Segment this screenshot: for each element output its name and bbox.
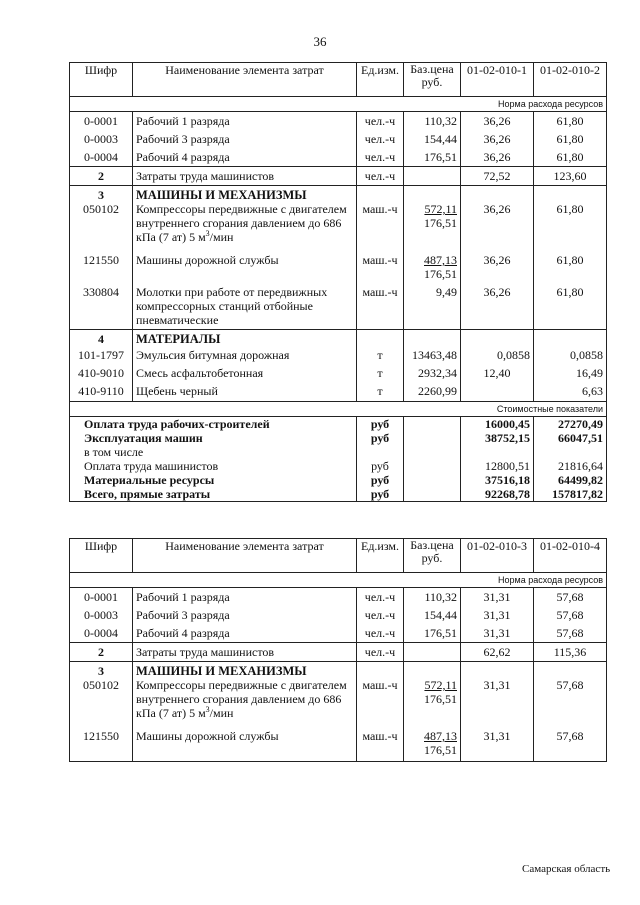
row-value-2: 61,80 [534,281,607,330]
row-value-2: 16,49 [534,362,607,380]
header-row [70,63,607,97]
cost-value-1: 92268,78 [461,487,534,502]
cost-name: Оплата труда рабочих-строителей [70,417,357,432]
row-code: 121550 [70,244,133,281]
row-price: 487,13 176,51 [404,244,461,281]
row-name: Машины дорожной службы [133,720,357,762]
row-value-1: 31,31 [461,622,534,643]
row-name: Рабочий 3 разряда [133,604,357,622]
table-row [70,604,607,622]
table-row [70,380,607,402]
cost-name: в том числе [70,445,357,459]
row-unit: маш.-ч [357,720,404,762]
row-unit: чел.-ч [357,112,404,129]
row-code: 0-0003 [70,604,133,622]
table-row [70,146,607,167]
row-price: 110,32 [404,588,461,605]
cost-unit: руб [357,459,404,473]
row-price: 2932,34 [404,362,461,380]
cost-unit: руб [357,431,404,445]
section-title: МАТЕРИАЛЫ [133,330,357,347]
row-price: 572,11 176,51 [404,202,461,244]
row-value-1: 36,26 [461,112,534,129]
header-code: Шифр [70,63,133,97]
machinist-code: 2 [70,167,133,186]
cost-unit: руб [357,417,404,432]
page-number: 36 [313,34,327,49]
table-row [70,128,607,146]
machinist-name: Затраты труда машинистов [133,167,357,186]
row-price: 154,44 [404,604,461,622]
header-row [70,539,607,573]
row-value-2: 57,68 [534,604,607,622]
machinist-row [70,167,607,186]
row-code: 050102 [70,202,133,244]
row-unit: т [357,362,404,380]
row-code: 410-9110 [70,380,133,402]
cost-value-2: 21816,64 [534,459,607,473]
row-unit: маш.-ч [357,678,404,720]
row-value-2: 61,80 [534,128,607,146]
cost-row [70,417,607,432]
row-name: Молотки при работе от передвижных компрессорных станций отбойные пневматические [133,281,357,330]
row-name: Компрессоры передвижные с двигателем внутреннего сгорания давлением до 686 кПа (7 ат) 5 $м^3$/мин [133,202,357,244]
row-code: 121550 [70,720,133,762]
row-name: Эмульсия битумная дорожная [133,346,357,362]
header-code: Шифр [70,539,133,573]
row-name: Рабочий 1 разряда [133,588,357,605]
section-row [70,662,607,679]
cost-value-1: 38752,15 [461,431,534,445]
row-unit: маш.-ч [357,281,404,330]
table-row [70,622,607,643]
norm-label: Норма расхода ресурсов [70,97,607,112]
machinist-name: Затраты труда машинистов [133,643,357,662]
row-code: 330804 [70,281,133,330]
row-name: Рабочий 1 разряда [133,112,357,129]
table-row [70,588,607,605]
row-name: Машины дорожной службы [133,244,357,281]
header-unit: Ед.изм. [357,539,404,573]
cost-label-row [70,402,607,417]
cost-label: Стоимостные показатели [70,402,607,417]
cost-value-1: 12800,51 [461,459,534,473]
row-code: 0-0004 [70,622,133,643]
cost-value-2: 64499,82 [534,473,607,487]
cost-row-total [70,487,607,502]
row-value-2: 61,80 [534,202,607,244]
row-value-1: 36,26 [461,146,534,167]
row-price: 110,32 [404,112,461,129]
row-price: 2260,99 [404,380,461,402]
row-price: 176,51 [404,622,461,643]
row-unit: чел.-ч [357,146,404,167]
row-code: 410-9010 [70,362,133,380]
row-value-1: 36,26 [461,244,534,281]
row-unit: т [357,346,404,362]
row-price: 487,13 176,51 [404,720,461,762]
cost-unit: руб [357,473,404,487]
footer-region: Самарская область [522,863,611,875]
row-value-2: 6,63 [534,380,607,402]
row-value-2: 57,68 [534,720,607,762]
row-code: 0-0001 [70,588,133,605]
row-value-1: 0,0858 [461,346,534,362]
table-row [70,202,607,244]
row-unit: чел.-ч [357,588,404,605]
row-unit: чел.-ч [357,128,404,146]
row-value-1: 36,26 [461,128,534,146]
row-price: 572,11 176,51 [404,678,461,720]
header-base-price: Баз.цена руб. [404,63,461,97]
header-col1: 01-02-010-1 [461,63,534,97]
machinist-value-1: 62,62 [461,643,534,662]
cost-name: Материальные ресурсы [70,473,357,487]
row-unit: т [357,380,404,402]
cost-row [70,431,607,445]
cost-row [70,473,607,487]
row-code: 0-0001 [70,112,133,129]
row-value-2: 57,68 [534,622,607,643]
machinist-row [70,643,607,662]
row-value-2: 61,80 [534,146,607,167]
row-code: 0-0004 [70,146,133,167]
machinist-value-1: 72,52 [461,167,534,186]
cost-value-2: 157817,82 [534,487,607,502]
cost-value-1: 37516,18 [461,473,534,487]
table-row [70,362,607,380]
cost-name: Оплата труда машинистов [70,459,357,473]
row-unit: маш.-ч [357,244,404,281]
cost-name: Всего, прямые затраты [70,487,357,502]
cost-value-1: 16000,45 [461,417,534,432]
row-value-1: 36,26 [461,202,534,244]
machinist-unit: чел.-ч [357,167,404,186]
row-value-2: 57,68 [534,678,607,720]
row-value-2: 61,80 [534,244,607,281]
section-code: 4 [70,330,133,347]
row-price: 9,49 [404,281,461,330]
norm-label-row [70,97,607,112]
table-row [70,678,607,720]
norm-label: Норма расхода ресурсов [70,573,607,588]
row-value-1: 36,26 [461,281,534,330]
table-row [70,720,607,762]
row-code: 050102 [70,678,133,720]
header-name: Наименование элемента затрат [133,63,357,97]
section-title: МАШИНЫ И МЕХАНИЗМЫ [133,186,357,203]
row-code: 101-1797 [70,346,133,362]
row-price: 13463,48 [404,346,461,362]
header-col2: 01-02-010-2 [534,63,607,97]
section-row [70,330,607,347]
header-col1: 01-02-010-3 [461,539,534,573]
table-row [70,346,607,362]
machinist-code: 2 [70,643,133,662]
section-code: 3 [70,662,133,679]
norm-label-row [70,573,607,588]
row-name: Щебень черный [133,380,357,402]
cost-row [70,459,607,473]
row-value-1: 31,31 [461,588,534,605]
machinist-value-2: 123,60 [534,167,607,186]
header-unit: Ед.изм. [357,63,404,97]
row-name: Рабочий 4 разряда [133,622,357,643]
row-unit: чел.-ч [357,604,404,622]
row-value-1: 31,31 [461,604,534,622]
table-row [70,281,607,330]
row-value-2: 0,0858 [534,346,607,362]
header-col2: 01-02-010-4 [534,539,607,573]
cost-table-1 [69,62,607,502]
machinist-value-2: 115,36 [534,643,607,662]
cost-row [70,445,607,459]
cost-table-2 [69,538,607,762]
table-row [70,244,607,281]
row-value-1: 31,31 [461,678,534,720]
row-price: 176,51 [404,146,461,167]
row-value-1: 31,31 [461,720,534,762]
cost-unit: руб [357,487,404,502]
section-row [70,186,607,203]
row-value-2: 57,68 [534,588,607,605]
row-value-1 [461,380,534,402]
machinist-unit: чел.-ч [357,643,404,662]
header-base-price: Баз.цена руб. [404,539,461,573]
row-name: Рабочий 3 разряда [133,128,357,146]
row-unit: чел.-ч [357,622,404,643]
cost-value-2: 27270,49 [534,417,607,432]
section-code: 3 [70,186,133,203]
row-name: Компрессоры передвижные с двигателем внутреннего сгорания давлением до 686 кПа (7 ат) 5 $м^3$/мин [133,678,357,720]
section-title: МАШИНЫ И МЕХАНИЗМЫ [133,662,357,679]
row-name: Смесь асфальтобетонная [133,362,357,380]
row-code: 0-0003 [70,128,133,146]
row-value-1: 12,40 [461,362,534,380]
row-value-2: 61,80 [534,112,607,129]
table-row [70,112,607,129]
row-name: Рабочий 4 разряда [133,146,357,167]
cost-value-2: 66047,51 [534,431,607,445]
row-unit: маш.-ч [357,202,404,244]
header-name: Наименование элемента затрат [133,539,357,573]
row-price: 154,44 [404,128,461,146]
cost-name: Эксплуатация машин [70,431,357,445]
